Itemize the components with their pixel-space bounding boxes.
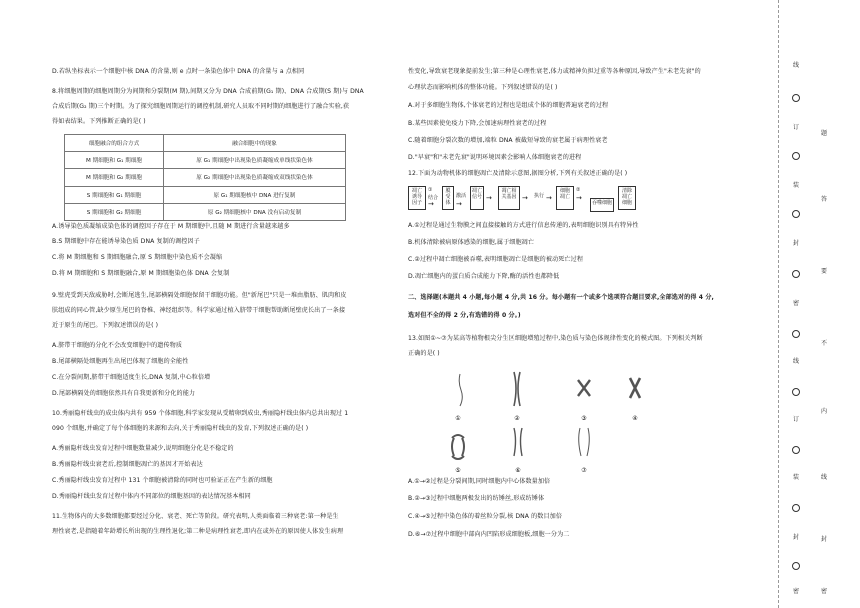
table-header-row	[65, 135, 346, 152]
q12-option-c: C.②过程中凋亡细胞被吞噬,表明细胞凋亡是细胞的被动死亡过程	[408, 256, 584, 263]
fig-label-2: ②	[514, 415, 520, 422]
binding-note-char: 封	[821, 536, 828, 543]
q11-option-b: B.某些因素使免疫力下降,会加速病理性衰老的过程	[408, 120, 547, 127]
binding-char: 线	[793, 358, 800, 365]
table-cell: M 期细胞和 G₂ 期细胞	[65, 169, 164, 186]
q11-stem-line-1: 11.生物体内的大多数细胞都要经过分化、衰老、死亡等阶段。研究表明,人类面临着三种衰老:第一种是生	[52, 513, 339, 520]
flow-box-genes: 凋亡相关基因	[498, 186, 520, 210]
q10-stem-line-1: 10.秀丽隐杆线虫的成虫体内共有 959 个体细胞,科学家发现从受精卵到成虫,秀丽隐杆线虫体内总共出现过 1	[52, 410, 349, 417]
section-2-heading-line-2: 选对但不全的得 2 分,有选错的得 0 分。)	[408, 312, 521, 319]
q11-option-d: D."早衰"和"未老先衰"说明环境因素会影响人体细胞衰老的进程	[408, 154, 582, 161]
q8-option-c: C.将 M 期细胞和 S 期细胞融合,原 S 期细胞中染色质不会凝缩	[52, 254, 223, 261]
flow-box-phagocyte: 吞噬细胞	[590, 198, 614, 212]
arrow-icon: →	[546, 194, 552, 202]
q7-option-d: D.若纵坐标表示一个细胞中核 DNA 的含量,则 e 点时一条染色体中 DNA 的含量与 a 点相同	[52, 68, 305, 75]
q12-stem: 12.下面为动物机体的细胞凋亡及清除示意图,据图分析,下列有关叙述正确的是( )	[408, 170, 628, 177]
q13-stem-line-2: 正确的是( )	[408, 350, 440, 357]
q13-option-a: A.①→②过程是分裂间期,同时细胞内中心体数量加倍	[408, 478, 551, 485]
table-row	[65, 152, 346, 169]
arrow-icon: →	[576, 194, 582, 202]
flow-box-inducer: 凋亡诱导因子	[408, 186, 426, 210]
arrow-icon: →	[456, 200, 462, 208]
flow-step-bind: 结合	[428, 195, 439, 201]
binding-char: 装	[793, 182, 800, 189]
q11-stem-line-4: 心理状态而影响机体的整体功能。下列叙述错误的是( )	[408, 84, 558, 91]
q11-option-a: A.对于多细胞生物体,个体衰老的过程也是组成个体的细胞普遍衰老的过程	[408, 102, 609, 109]
q10-option-b: B.秀丽隐杆线虫衰老后,控制细胞凋亡的基因才开始表达	[52, 461, 203, 468]
q10-option-a: A.秀丽隐杆线虫发育过程中细胞数量减少,说明细胞分化是不稳定的	[52, 445, 234, 452]
fig-label-4: ④	[632, 415, 638, 422]
arrow-icon: →	[522, 194, 528, 202]
flow-box-clearance: 清除凋亡细胞	[618, 186, 636, 210]
q9-option-b: B.尾部横隔处细胞再生出尾巴体现了细胞的全能性	[52, 358, 189, 365]
q10-option-d: D.秀丽隐杆线虫发育过程中体内不同部位的细胞基因的表达情况基本相同	[52, 493, 251, 500]
binding-note-char: 密	[821, 588, 828, 595]
table-cell: 原 G₁ 期细胞中出现染色质凝缩成单线状染色体	[164, 152, 346, 169]
q13-stem-line-1: 13.如图①~⑦为某高等植物根尖分生区细胞增殖过程中,染色质与染色体规律性变化的模式图。下列相关判断	[408, 335, 703, 342]
arrow-icon: →	[428, 200, 434, 208]
chromosome-4-icon	[630, 378, 640, 398]
q10-option-c: C.秀丽隐杆线虫发育过程中 131 个细胞被清除的同时也可验证正在产生新的细胞	[52, 477, 273, 484]
cell-fusion-table	[64, 134, 346, 221]
binding-note-char: 题	[821, 130, 828, 137]
q12-option-b: B.机体清除被病原体感染的细胞,属于细胞凋亡	[408, 239, 535, 246]
binding-char: 密	[793, 300, 800, 307]
q13-option-d: D.⑥→⑦过程中细胞中部向内凹陷形成细胞板,细胞一分为二	[408, 531, 570, 538]
binding-note-char: 不	[821, 340, 828, 347]
q12-option-a: A.①过程是通过生物膜之间直接接触的方式进行信息传递的,表明细胞识别具有特异性	[408, 222, 639, 229]
apoptosis-flow-diagram	[408, 184, 678, 216]
table-cell: M 期细胞和 G₁ 期细胞	[65, 152, 164, 169]
table-cell: S 期细胞和 G₂ 期细胞	[65, 203, 164, 220]
q9-option-d: D.尾部横隔处的细胞依然具有自我更新和分化的能力	[52, 390, 196, 397]
q11-option-c: C.随着细胞分裂次数的增加,端粒 DNA 被截短导致的衰老属于病理性衰老	[408, 137, 608, 144]
q11-stem-line-2: 理性衰老,是指随着年龄增长所出现的生理性退化;第二种是病理性衰老,即内在或外在的原因使人体发生病理	[52, 528, 344, 535]
fig-label-7: ⑦	[581, 467, 587, 474]
fig-label-6: ⑥	[515, 467, 521, 474]
binding-margin	[778, 0, 860, 608]
q13-option-c: C.④→⑤过程中染色体的着丝粒分裂,核 DNA 的数目加倍	[408, 513, 563, 520]
table-header: 细胞融合的组合方式	[65, 135, 164, 152]
q8-stem-line-1: 8.将细胞周期的细胞周期分为间期和分裂期(M 期),间期又分为 DNA 合成前期(G₁ 期)、DNA 合成期(S 期)与 DNA	[52, 88, 364, 95]
chromosome-5-icon	[452, 435, 464, 459]
q8-stem-line-3: 得如表结果。下列推断正确的是( )	[52, 118, 146, 125]
chromosome-3-icon	[578, 380, 590, 396]
binding-circle-icon	[792, 270, 800, 278]
chromosome-1-icon	[459, 374, 462, 406]
binding-circle-icon	[792, 446, 800, 454]
binding-char: 订	[793, 416, 800, 423]
fig-label-5: ⑤	[455, 467, 461, 474]
q9-stem-line-2: 肤组成的同心管,缺少原生尾巴的脊椎、神经组织等。科学家通过植入脐带干细胞帮助断尾壁虎长出了一条接	[52, 307, 346, 314]
q11-stem-line-3: 性变化,导致衰老现象提前发生;第三种是心理性衰老,体力或精神负担过重等各种原因,导致产生"未老先衰"的	[408, 68, 701, 75]
table-cell: 原 G₂ 期细胞中出现染色质凝缩成双线状染色体	[164, 169, 346, 186]
binding-char: 线	[793, 62, 800, 69]
binding-note-char: 内	[821, 408, 828, 415]
binding-char: 订	[793, 124, 800, 131]
q9-option-a: A.脐带干细胞的分化不会改变细胞中的遗传物质	[52, 342, 183, 349]
q8-stem-line-2: 合成后期(G₂ 期)三个时期。为了探究细胞周期运行的调控机制,研究人员取不同时期的细胞进行了融合实验,获	[52, 103, 350, 110]
table-cell: 原 G₁ 期细胞核中 DNA 进行复制	[164, 186, 346, 203]
fig-label-1: ①	[455, 415, 461, 422]
binding-note-char: 要	[821, 268, 828, 275]
flow-step-activate: 激活	[456, 193, 467, 199]
chromosome-figure	[430, 364, 680, 474]
chromosome-figure-svg	[430, 364, 680, 474]
q13-option-b: B.②→③过程中细胞两极发出的纺锤丝,形成纺锤体	[408, 495, 545, 502]
table-row	[65, 169, 346, 186]
q9-stem-line-1: 9.壁虎受到天敌威胁时,会断尾逃生,尾部横隔处细胞保留干细胞功能。但"新尾巴"只是一堆由脂肪、肌肉和皮	[52, 292, 347, 299]
binding-circle-icon	[792, 504, 800, 512]
arrow-icon: →	[486, 194, 492, 202]
binding-char: 封	[793, 240, 800, 247]
binding-char: 密	[793, 588, 800, 595]
flow-box-receptor: 膜受体	[442, 186, 454, 210]
binding-circle-icon	[792, 562, 800, 570]
flow-step-1: ①	[428, 187, 433, 193]
table-cell: S 期细胞和 G₁ 期细胞	[65, 186, 164, 203]
q12-option-d: D.凋亡细胞内的蛋白质合成能力下降,酶的活性也都降低	[408, 273, 560, 280]
binding-circle-icon	[792, 330, 800, 338]
binding-char: 装	[793, 474, 800, 481]
fig-label-3: ③	[581, 415, 587, 422]
flow-box-signal: 凋亡信号	[470, 186, 484, 210]
table-header: 融合细胞中的现象	[164, 135, 346, 152]
flow-label-execute: 执行	[532, 192, 546, 204]
binding-circle-icon	[792, 388, 800, 396]
table-row	[65, 203, 346, 220]
binding-note-char: 答	[821, 196, 828, 203]
chromosome-2-icon	[514, 372, 520, 406]
section-2-heading-line-1: 二、选择题(本题共 4 小题,每小题 4 分,共 16 分。每小题有一个或多个选项符合题目要求,全部选对的得 4 分,	[408, 294, 714, 301]
chromosome-7-icon	[579, 428, 590, 456]
q8-option-b: B.S 期细胞中存在能诱导染色质 DNA 复制的调控因子	[52, 238, 200, 245]
binding-circle-icon	[792, 94, 800, 102]
q8-option-a: A.诱导染色质凝缩成染色体的调控因子存在于 M 期细胞中,且随 M 期进行含量越来越多	[52, 223, 290, 230]
binding-char: 封	[793, 534, 800, 541]
binding-circle-icon	[792, 152, 800, 160]
flow-box-apoptotic-cell: 细胞凋亡	[556, 186, 574, 210]
q10-stem-line-2: 090 个细胞,并确定了每个体细胞的来源和去向,关于秀丽隐杆线虫的发育,下列叙述正确的是( )	[52, 425, 309, 432]
flow-step-2: ②	[576, 187, 581, 193]
q8-option-d: D.将 M 期细胞和 S 期细胞融合,原 M 期细胞染色体 DNA 会复制	[52, 270, 230, 277]
binding-note-char: 线	[821, 474, 828, 481]
table-cell: 原 G₂ 期细胞核中 DNA 没有启动复制	[164, 203, 346, 220]
q9-option-c: C.在分裂间期,脐带干细胞适度生长,DNA 复制,中心粒倍增	[52, 374, 211, 381]
table-row	[65, 186, 346, 203]
binding-circle-icon	[792, 210, 800, 218]
q9-stem-line-3: 近于原生的尾巴。下列叙述错误的是( )	[52, 322, 159, 329]
chromosome-6-icon	[514, 428, 522, 456]
